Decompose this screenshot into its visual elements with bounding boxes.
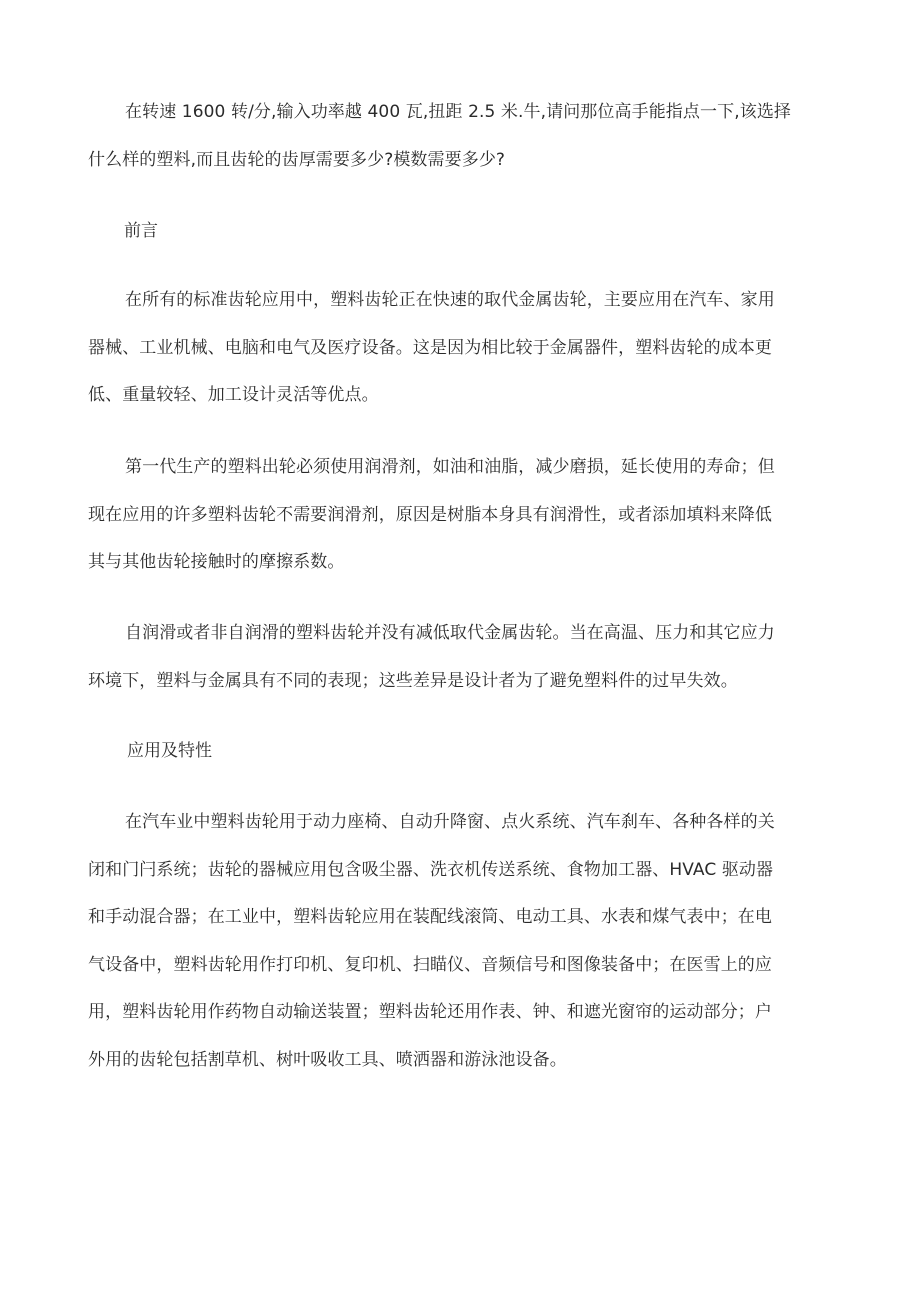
paragraph-1-line-2: 器械、工业机械、电脑和电气及医疗设备。这是因为相比较于金属器件，塑料齿轮的成本更: [88, 337, 772, 358]
paragraph-2: [88, 444, 840, 587]
paragraph-4-line-5: 用，塑料齿轮用作药物自动输送装置；塑料齿轮还用作表、钟、和遮光窗帘的运动部分；户: [88, 1002, 772, 1022]
paragraph-1: [88, 277, 840, 420]
paragraph-1-line-1: 在所有的标准齿轮应用中，塑料齿轮正在快速的取代金属齿轮，主要应用在汽车、家用: [125, 290, 775, 310]
heading-applications: 应用及特性: [127, 741, 212, 761]
paragraph-4-line-6: 外用的齿轮包括割草机、树叶吸收工具、喷洒器和游泳池设备。: [88, 1049, 567, 1070]
paragraph-3-line-1: 自润滑或者非自润滑的塑料齿轮并没有减低取代金属齿轮。当在高温、压力和其它应力: [125, 623, 775, 643]
paragraph-2-line-3: 其与其他齿轮接触时的摩擦系数。: [88, 552, 345, 572]
paragraph-3: [88, 610, 840, 705]
paragraph-3-line-2: 环境下，塑料与金属具有不同的表现；这些差异是设计者为了避免塑料件的过早失效。: [88, 670, 738, 691]
question-line-2: 什么样的塑料,而且齿轮的齿厚需要多少?模数需要多少?: [88, 149, 506, 170]
paragraph-4-line-2: 闭和门闩系统；齿轮的器械应用包含吸尘器、洗衣机传送系统、食物加工器、HVAC 驱动器: [88, 859, 774, 880]
paragraph-2-line-2: 现在应用的许多塑料齿轮不需要润滑剂，原因是树脂本身具有润滑性，或者添加填料来降低: [88, 504, 772, 525]
paragraph-4-line-3: 和手动混合器；在工业中，塑料齿轮应用在装配线滚筒、电动工具、水表和煤气表中；在电: [88, 907, 772, 927]
paragraph-4-line-1: 在汽车业中塑料齿轮用于动力座椅、自动升降窗、点火系统、汽车刹车、各种各样的关: [125, 812, 775, 832]
paragraph-2-line-1: 第一代生产的塑料出轮必须使用润滑剂，如油和油脂，减少磨损，延长使用的寿命；但: [125, 457, 775, 477]
paragraph-4: [88, 799, 840, 1084]
paragraph-1-line-3: 低、重量较轻、加工设计灵活等优点。: [88, 385, 379, 405]
question-paragraph: [88, 89, 840, 184]
paragraph-4-line-4: 气设备中，塑料齿轮用作打印机、复印机、扫瞄仪、音频信号和图像装备中；在医雪上的应: [88, 954, 772, 975]
question-line-1: 在转速 1600 转/分,输入功率越 400 瓦,扭距 2.5 米.牛,请问那位高手能指点一下,该选择: [125, 102, 792, 122]
heading-preface: 前言: [124, 221, 158, 241]
